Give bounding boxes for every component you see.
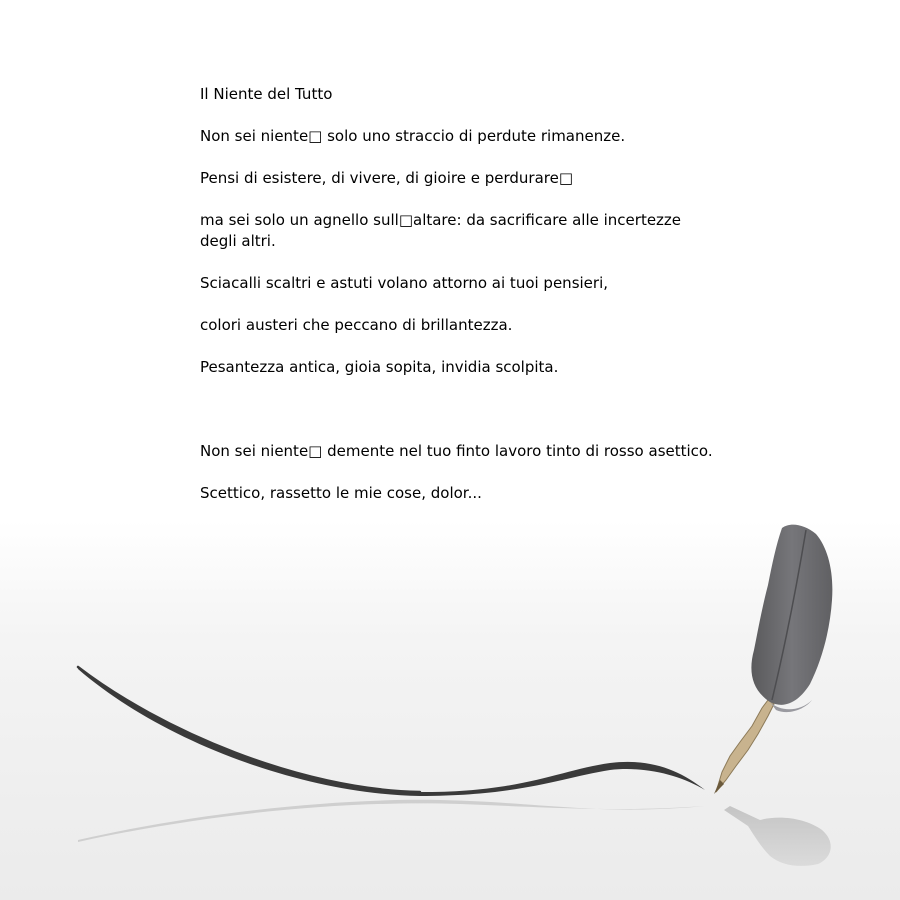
poem-title: Il Niente del Tutto [200,85,333,103]
stanza-break [200,399,720,441]
poem-line: colori austeri che peccano di brillantezza. [200,316,513,334]
poem-line: Scettico, rassetto le mie cose, dolor... [200,484,482,502]
quill-reflection [724,806,831,866]
poem-line: Pensi di esistere, di vivere, di gioire e perdurare□ [200,169,574,187]
ink-stroke-line [78,667,420,792]
poem-line: Pesantezza antica, gioia sopita, invidia scolpita. [200,358,559,376]
poem-line: Sciacalli scaltri e astuti volano attorno ai tuoi pensieri, [200,274,609,292]
quill-pen-icon [0,500,900,900]
quill-feather [751,525,832,705]
poem-line: ma sei solo un agnello sull□altare: da sacrificare alle incertezze degli altri. [200,211,682,250]
ink-stroke [78,667,705,796]
poem-line: Non sei niente□ solo uno straccio di perdute rimanenze. [200,127,626,145]
ink-stroke-reflection [78,800,705,842]
poem-line: Non sei niente□ demente nel tuo finto lavoro tinto di rosso asettico. [200,442,713,460]
quill-nib [716,700,774,792]
poem [200,84,720,525]
